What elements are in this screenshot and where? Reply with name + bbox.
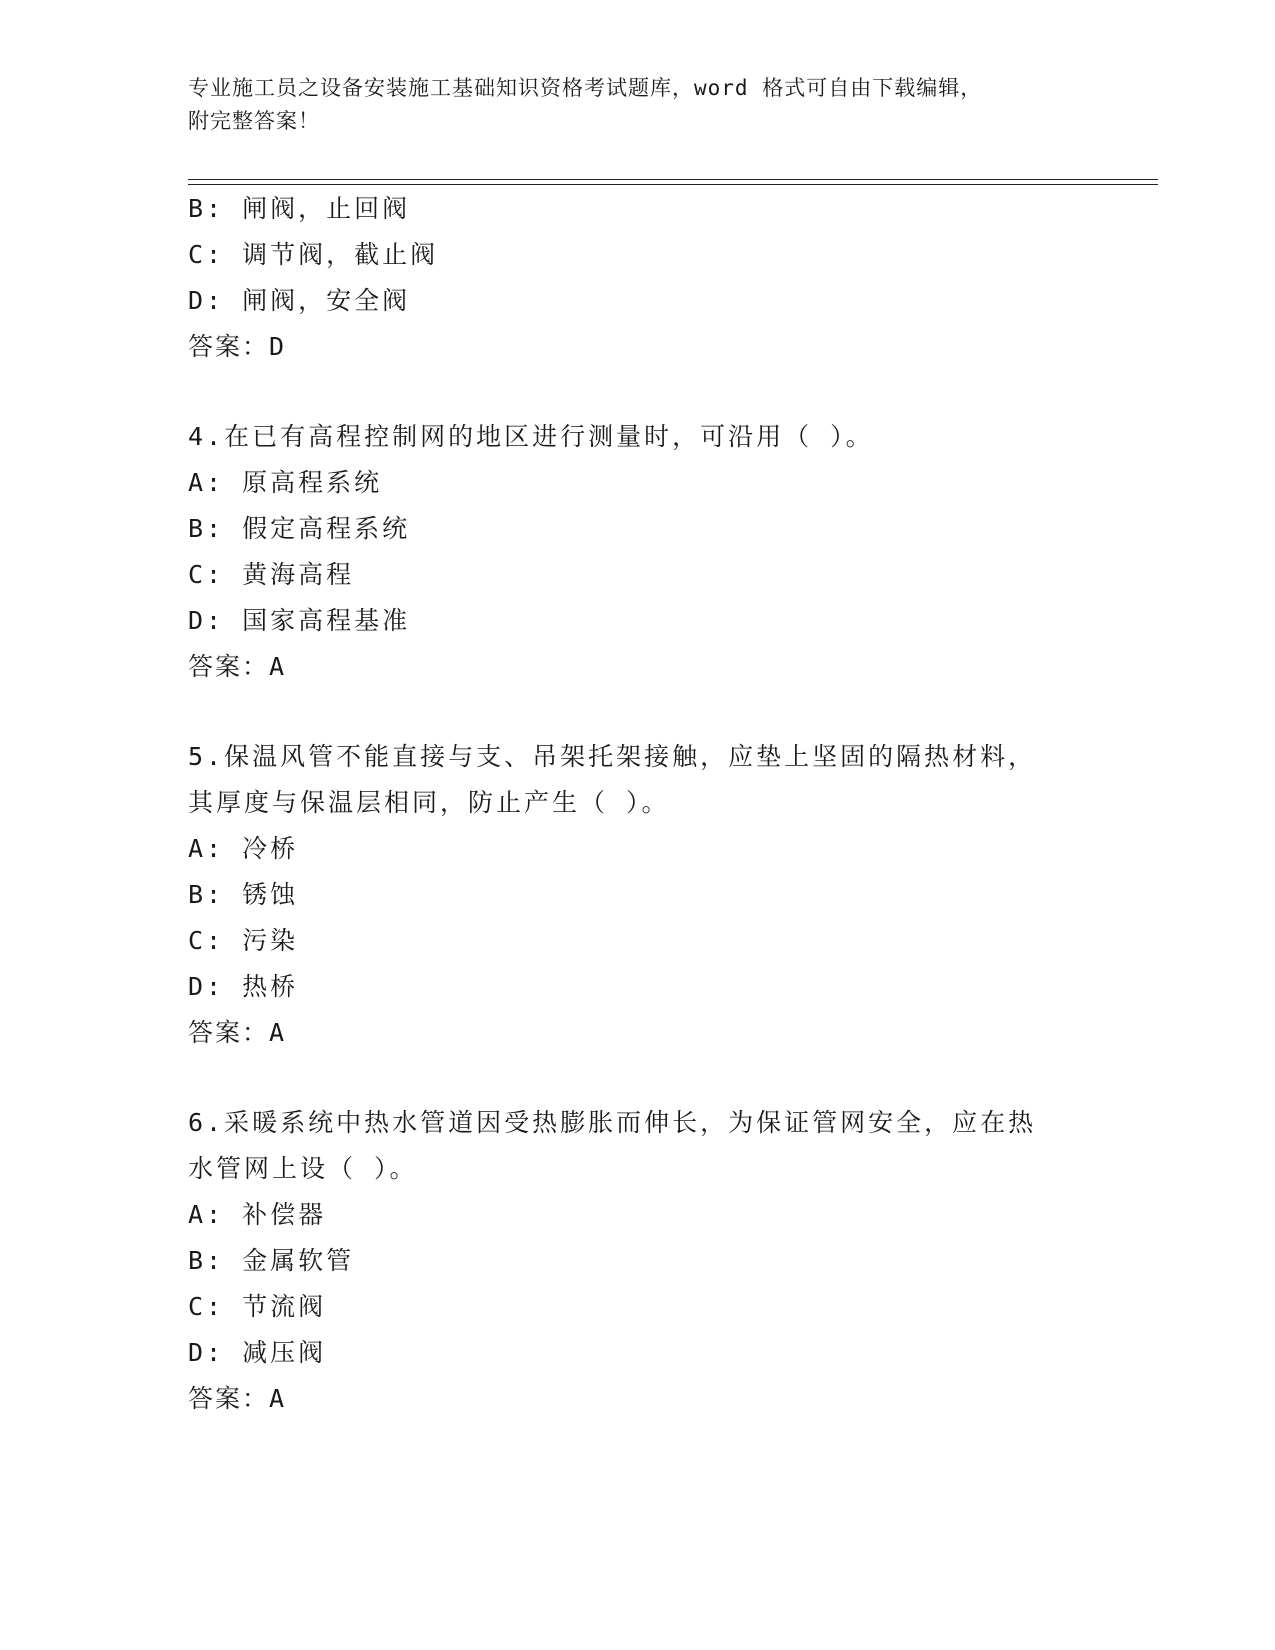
header-rule-top xyxy=(188,179,1158,180)
option-d: D: 减压阀 xyxy=(188,1338,327,1367)
question-stem-line-2: 水管网上设（ ）。 xyxy=(188,1154,418,1183)
question-stem-line-1: 5.保温风管不能直接与支、吊架托架接触，应垫上坚固的隔热材料， xyxy=(188,742,1037,771)
question-stem: 4.在已有高程控制网的地区进行测量时，可沿用（ ）。 xyxy=(188,422,874,451)
option-c: C: 黄海高程 xyxy=(188,560,355,589)
answer-line: 答案：A xyxy=(188,1384,287,1413)
question-3-continued xyxy=(188,186,1088,370)
question-stem-line-2: 其厚度与保温层相同，防止产生（ ）。 xyxy=(188,788,670,817)
document-header xyxy=(188,72,1088,138)
answer-line: 答案：A xyxy=(188,652,287,681)
option-d: D: 国家高程基准 xyxy=(188,606,411,635)
question-stem-line-1: 6.采暖系统中热水管道因受热膨胀而伸长，为保证管网安全，应在热 xyxy=(188,1108,1037,1137)
option-c: C: 调节阀，截止阀 xyxy=(188,240,439,269)
header-rule-bottom xyxy=(188,184,1158,185)
question-6 xyxy=(188,1100,1088,1422)
option-d: D: 热桥 xyxy=(188,972,299,1001)
option-a: A: 补偿器 xyxy=(188,1200,327,1229)
option-a: A: 原高程系统 xyxy=(188,468,383,497)
option-b: B: 闸阀，止回阀 xyxy=(188,194,411,223)
question-5 xyxy=(188,734,1088,1056)
question-4 xyxy=(188,414,1088,690)
answer-line: 答案：A xyxy=(188,1018,287,1047)
answer-line: 答案：D xyxy=(188,332,287,361)
option-c: C: 污染 xyxy=(188,926,299,955)
header-line-1: 专业施工员之设备安装施工基础知识资格考试题库，word 格式可自由下载编辑， xyxy=(188,76,983,100)
option-b: B: 锈蚀 xyxy=(188,880,299,909)
option-d: D: 闸阀，安全阀 xyxy=(188,286,411,315)
question-list xyxy=(188,186,1088,1466)
option-a: A: 冷桥 xyxy=(188,834,299,863)
header-line-2: 附完整答案！ xyxy=(188,109,320,133)
option-b: B: 假定高程系统 xyxy=(188,514,411,543)
option-c: C: 节流阀 xyxy=(188,1292,327,1321)
option-b: B: 金属软管 xyxy=(188,1246,355,1275)
